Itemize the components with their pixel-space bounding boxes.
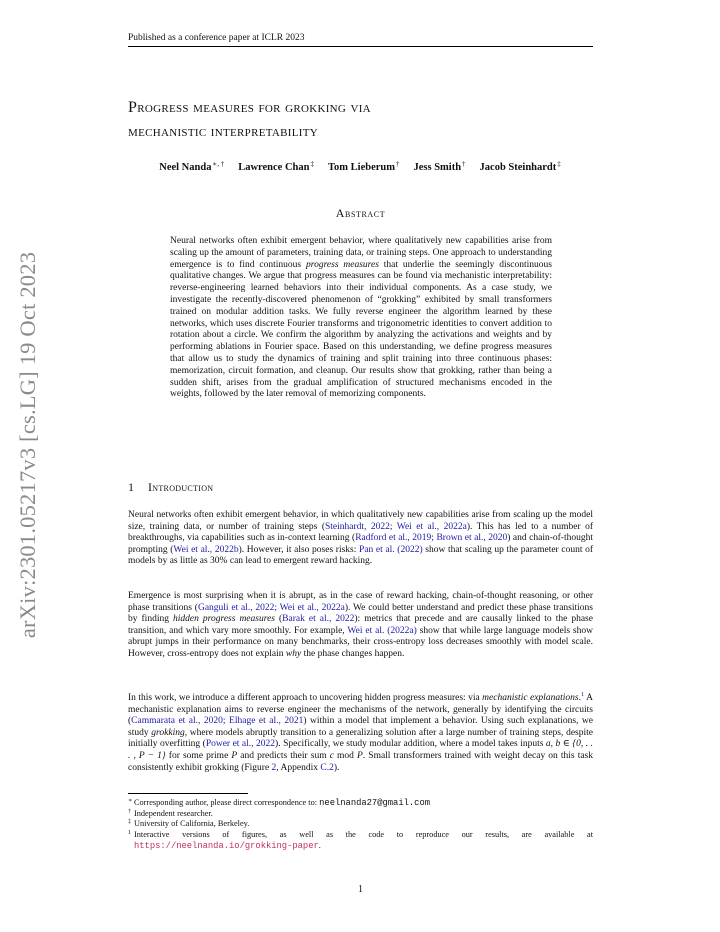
author-marks: ‡ — [310, 160, 314, 168]
body-text: In this work, we introduce a different approach to uncovering hidden progress measures: via — [128, 693, 483, 703]
footnote-text: Independent researcher. — [134, 808, 213, 818]
emphasis-text: hidden progress measures — [173, 614, 275, 625]
footnote-mark: 1 — [128, 830, 131, 837]
paper-title — [128, 96, 598, 144]
emphasis-text: why — [285, 648, 302, 659]
abstract-heading: Abstract — [335, 206, 386, 220]
arxiv-stamp-text: arXiv:2301.05217v3 [cs.LG] 19 Oct 2023 — [15, 251, 41, 639]
author-marks: ‡ — [557, 160, 561, 168]
footnote-mark: † — [128, 808, 131, 815]
citation-link[interactable]: Ganguli et al., 2022; Wei et al., 2022a — [197, 602, 345, 613]
author-list — [120, 160, 600, 173]
footnotes — [128, 798, 593, 852]
citation-link[interactable]: Barak et al., 2022 — [282, 614, 355, 625]
emphasis-text: mechanistic explanations — [482, 693, 579, 703]
body-text: ). However, it also poses risks: — [238, 544, 360, 555]
running-header: Published as a conference paper at ICLR 2023 — [128, 33, 305, 43]
citation-link[interactable]: Cammarata et al., 2020; Elhage et al., 2021 — [131, 716, 304, 727]
math-text: c — [329, 750, 334, 761]
footnote-text: Interactive versions of figures, as well as the code to reproduce our results, are available at — [134, 830, 593, 840]
intro-paragraph-3 — [128, 689, 593, 774]
author — [328, 160, 400, 173]
author-name: Neel Nanda — [159, 162, 212, 173]
math-text: P — [357, 750, 363, 761]
body-text: ). Specifically, we study modular addition, where a model takes inputs — [275, 739, 546, 750]
author-marks: † — [395, 160, 400, 168]
body-text: ). — [333, 762, 340, 773]
header-rule — [128, 46, 593, 47]
citation-link[interactable]: Radford et al., 2019; Brown et al., 2020 — [355, 533, 508, 544]
footnote — [128, 819, 593, 830]
body-text: ) within a model that implement a behavior. Using such explanations, we study — [128, 716, 593, 738]
body-text: and predicts their sum — [237, 750, 330, 761]
footnote-ref[interactable]: 1 — [580, 691, 585, 698]
abstract-body — [170, 236, 552, 401]
footnote-text: . — [318, 840, 321, 850]
citation-link[interactable]: Power et al., 2022 — [205, 739, 276, 750]
author-name: Tom Lieberum — [327, 162, 395, 173]
title-line-1: Progress measures for grokking via — [128, 99, 371, 116]
body-text: . — [578, 693, 581, 703]
arxiv-stamp — [8, 215, 48, 675]
author-name: Jacob Steinhardt — [479, 162, 557, 173]
math-text: P — [231, 750, 238, 761]
section-number: 1 — [128, 480, 134, 494]
author — [238, 160, 314, 173]
body-text: the phase changes happen. — [301, 648, 405, 659]
body-text: ) and chain-of-thought prompting ( — [128, 533, 593, 555]
intro-paragraph-2 — [128, 591, 593, 661]
url-link[interactable]: https://neelnanda.io/grokking-paper — [134, 840, 319, 851]
citation-link[interactable]: Steinhardt, 2022; Wei et al., 2022a — [324, 521, 467, 532]
footnote — [128, 809, 593, 820]
footnote-text: Corresponding author, please direct correspondence to: — [134, 798, 320, 807]
body-text: , where models abruptly transition to a generalizing solution after a large number of training steps, despite initially overfitting ( — [128, 727, 593, 750]
abstract-text: Neural networks often exhibit emergent behavior, where qualitatively new capabilities arise from scaling up the amount of parameters, training data, or training steps. One approach to understanding emergence is to find continuous — [170, 236, 552, 270]
footnote-mark: ‡ — [128, 819, 131, 826]
author-name: Lawrence Chan — [238, 162, 310, 173]
body-text: for some prime — [165, 750, 232, 761]
abstract-text: that underlie the seemingly discontinuous qualitative changes. We argue that progress measures can be found via mechanistic interpretability: reverse-engineering learned behaviors into their individual components. As a case study, we investigate the recently-discovered phenomenon of “grokking” exhibited by small transformers trained on modular addition tasks. We fully reverse engineer the algorithm learned by these networks, which uses discrete Fourier transforms and trigonometric identities to convert addition to rotation about a circle. We confirm the algorithm by analyzing the activations and weights and by performing ablations in Fourier space. Based on this understanding, we define progress measures that allow us to study the dynamics of training and split training into three continuous phases: memorization, circuit formation, and cleanup. Our results show that grokking, rather than being a sudden shift, arises from the gradual amplification of structured mechanisms encoded in the weights, followed by the later removal of memorizing components. — [170, 259, 552, 400]
math-text: a, b ∈ {0, . . . , P − 1} — [128, 739, 593, 761]
section-heading — [128, 480, 213, 495]
footnote — [128, 830, 593, 851]
footnote-text: University of California, Berkeley. — [134, 819, 250, 829]
intro-paragraph-1 — [128, 510, 593, 568]
body-text: show that scaling up the parameter count of models by as little as 30% can lead to emergent reward hacking. — [128, 544, 594, 567]
footnote — [128, 798, 593, 809]
appendix-ref-link[interactable]: C.2 — [320, 762, 334, 773]
body-text: ). We could better understand and predict these phase transitions by finding — [128, 602, 593, 625]
author — [413, 160, 465, 173]
figure-ref-link[interactable]: 2 — [271, 762, 277, 773]
footnote-rule — [128, 793, 248, 794]
author-name: Jess Smith — [413, 162, 462, 173]
body-text: Emergence is most surprising when it is abrupt, as in the case of reward hacking, chain-of-thought reasoning, or other phase transitions ( — [128, 591, 593, 613]
author-marks: † — [462, 160, 466, 168]
footnote-mark: ∗ — [128, 798, 133, 804]
section-title: Introduction — [148, 480, 214, 494]
email-link[interactable]: neelnanda27@gmail.com — [319, 798, 430, 808]
author-marks: ∗, † — [212, 160, 225, 168]
body-text: . Small transformers trained with weight decay on this task consistently exhibit grokking (Figure — [128, 750, 593, 773]
body-text: , Appendix — [276, 762, 321, 773]
body-text: mod — [333, 750, 357, 761]
citation-link[interactable]: Wei et al., 2022b — [173, 544, 239, 555]
body-text: show that while large language models show abrupt jumps in their performance on many benchmarks, their cross-entropy loss decreases smoothly with model scale. However, cross-entropy does not explain — [128, 625, 593, 659]
abstract-emphasis: progress measures — [305, 259, 379, 270]
citation-link[interactable]: Wei et al. (2022a) — [347, 625, 417, 636]
emphasis-text: grokking — [151, 727, 185, 738]
body-text: Neural networks often exhibit emergent behavior, in which qualitatively new capabilities arise from scaling up the model size, training data, or number of training steps ( — [128, 510, 593, 532]
author — [159, 160, 224, 173]
author — [480, 160, 561, 173]
citation-link[interactable]: Pan et al. (2022) — [359, 544, 423, 555]
body-text: ): metrics that precede and are causally linked to the phase transition, and which vary more smoothly. For example, — [128, 614, 593, 636]
body-text: ). This has led to a number of breakthroughs, via capabilities such as in-context learning ( — [128, 521, 593, 544]
page-number: 1 — [358, 884, 363, 895]
body-text: A mechanistic explanation aims to reverse engineer the mechanisms of the network, generally by identifying the circuits ( — [128, 693, 593, 727]
title-line-2: mechanistic interpretability — [128, 123, 318, 140]
body-text: ( — [274, 614, 283, 625]
